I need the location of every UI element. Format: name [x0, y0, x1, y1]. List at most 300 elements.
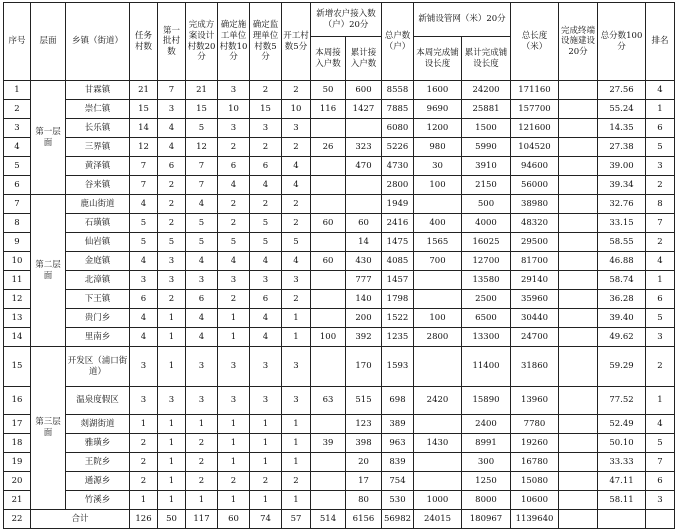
cell-cum-p: 5990 [462, 138, 511, 157]
row-seq: 12 [4, 290, 31, 309]
cell-task: 4 [130, 309, 158, 328]
cell-week-h: 60 [311, 252, 346, 271]
cell-week-p [414, 453, 462, 472]
cell-rank: 1 [646, 100, 675, 119]
row-seq: 15 [4, 347, 31, 387]
cell-first: 1 [158, 347, 186, 387]
cell-length: 48320 [511, 214, 559, 233]
cell-total-h: 963 [382, 434, 414, 453]
table-row [4, 252, 675, 271]
cell-plan: 3 [186, 347, 218, 387]
cell-total-h: 5226 [382, 138, 414, 157]
cell-start: 1 [282, 328, 311, 347]
cell-score: 58.74 [598, 271, 646, 290]
row-seq: 11 [4, 271, 31, 290]
cell-cum-h: 515 [346, 387, 382, 415]
row-seq: 4 [4, 138, 31, 157]
cell-cum-h: 430 [346, 252, 382, 271]
cell-supervise: 5 [250, 214, 282, 233]
cell-length: 29140 [511, 271, 559, 290]
cell-rank: 6 [646, 472, 675, 491]
cell-week-h: 100 [311, 328, 346, 347]
table-row [4, 434, 675, 453]
cell-first: 1 [158, 491, 186, 510]
cell-plan: 5 [186, 119, 218, 138]
cell-total-h: 8558 [382, 81, 414, 100]
cell-terminal [559, 233, 598, 252]
cell-length: 81700 [511, 252, 559, 271]
row-town: 下王镇 [66, 290, 130, 309]
cell-score: 58.11 [598, 491, 646, 510]
total-label: 合计 [31, 510, 130, 529]
cell-week-h [311, 233, 346, 252]
cell-terminal [559, 415, 598, 434]
cell-total-h: 1475 [382, 233, 414, 252]
row-seq: 8 [4, 214, 31, 233]
cell-rank: 2 [646, 176, 675, 195]
cell-supervise: 1 [250, 453, 282, 472]
cell-cum-h: 1427 [346, 100, 382, 119]
table-row [4, 472, 675, 491]
cell-terminal [559, 271, 598, 290]
cell-start: 1 [282, 434, 311, 453]
cell-week-h [311, 309, 346, 328]
row-seq: 20 [4, 472, 31, 491]
cell-task: 21 [130, 81, 158, 100]
total-week-p: 24015 [414, 510, 462, 529]
cell-construct: 2 [218, 472, 250, 491]
header-week-pipe: 本周完成铺设长度 [414, 37, 462, 81]
cell-terminal [559, 453, 598, 472]
row-town: 里南乡 [66, 328, 130, 347]
cell-first: 3 [158, 252, 186, 271]
cell-week-p [414, 195, 462, 214]
cell-cum-p: 1500 [462, 119, 511, 138]
cell-supervise: 3 [250, 347, 282, 387]
cell-cum-p: 15890 [462, 387, 511, 415]
table-row [4, 453, 675, 472]
cell-terminal [559, 100, 598, 119]
total-total-h: 56982 [382, 510, 414, 529]
cell-construct: 3 [218, 119, 250, 138]
cell-plan: 6 [186, 290, 218, 309]
cell-score: 27.38 [598, 138, 646, 157]
row-seq: 3 [4, 119, 31, 138]
cell-score: 47.11 [598, 472, 646, 491]
cell-start: 1 [282, 309, 311, 328]
cell-construct: 2 [218, 214, 250, 233]
cell-task: 3 [130, 271, 158, 290]
row-town: 王院乡 [66, 453, 130, 472]
header-seq: 序号 [4, 3, 31, 81]
cell-week-h: 50 [311, 81, 346, 100]
cell-terminal [559, 119, 598, 138]
row-town: 仙岩镇 [66, 233, 130, 252]
cell-week-p: 700 [414, 252, 462, 271]
cell-rank: 5 [646, 138, 675, 157]
cell-score: 58.55 [598, 233, 646, 252]
cell-cum-p: 24200 [462, 81, 511, 100]
cell-supervise: 15 [250, 100, 282, 119]
cell-start: 1 [282, 453, 311, 472]
cell-week-h [311, 415, 346, 434]
row-seq: 19 [4, 453, 31, 472]
cell-cum-h: 123 [346, 415, 382, 434]
cell-week-p [414, 415, 462, 434]
row-seq: 2 [4, 100, 31, 119]
cell-length: 24700 [511, 328, 559, 347]
cell-rank: 1 [646, 387, 675, 415]
cell-score: 77.52 [598, 387, 646, 415]
table-row [4, 328, 675, 347]
cell-start: 2 [282, 290, 311, 309]
row-seq: 13 [4, 309, 31, 328]
cell-score: 14.35 [598, 119, 646, 138]
row-seq: 1 [4, 81, 31, 100]
table-row [4, 100, 675, 119]
cell-first: 6 [158, 157, 186, 176]
cell-task: 1 [130, 491, 158, 510]
cell-cum-h: 80 [346, 491, 382, 510]
cell-supervise: 4 [250, 328, 282, 347]
cell-rank: 4 [646, 415, 675, 434]
cell-week-h [311, 176, 346, 195]
header-supervision-unit: 确定监理单位村数5分 [250, 3, 282, 81]
cell-supervise: 6 [250, 157, 282, 176]
cell-cum-h: 140 [346, 290, 382, 309]
cell-total-h: 7885 [382, 100, 414, 119]
cell-cum-h: 398 [346, 434, 382, 453]
cell-total-h: 4730 [382, 157, 414, 176]
table-row [4, 309, 675, 328]
cell-terminal [559, 81, 598, 100]
cell-terminal [559, 472, 598, 491]
cell-week-p: 100 [414, 309, 462, 328]
row-town: 黄泽镇 [66, 157, 130, 176]
cell-task: 4 [130, 328, 158, 347]
cell-week-h [311, 290, 346, 309]
cell-rank: 8 [646, 195, 675, 214]
cell-terminal [559, 214, 598, 233]
cell-rank: 3 [646, 157, 675, 176]
cell-terminal [559, 138, 598, 157]
row-town: 三界镇 [66, 138, 130, 157]
total-score [598, 510, 646, 529]
row-town: 贵门乡 [66, 309, 130, 328]
cell-first: 1 [158, 434, 186, 453]
total-row [4, 510, 675, 529]
cell-supervise: 2 [250, 472, 282, 491]
cell-terminal [559, 157, 598, 176]
cell-cum-p: 2400 [462, 415, 511, 434]
cell-cum-p: 8991 [462, 434, 511, 453]
cell-first: 2 [158, 290, 186, 309]
cell-supervise: 4 [250, 252, 282, 271]
cell-start: 2 [282, 81, 311, 100]
cell-week-h [311, 472, 346, 491]
cell-total-h: 6080 [382, 119, 414, 138]
row-town: 北漳镇 [66, 271, 130, 290]
cell-task: 5 [130, 233, 158, 252]
total-plan: 117 [186, 510, 218, 529]
table-row [4, 290, 675, 309]
header-construction-unit: 确定施工单位村数10分 [218, 3, 250, 81]
cell-week-h [311, 271, 346, 290]
cell-plan: 4 [186, 195, 218, 214]
cell-score: 39.00 [598, 157, 646, 176]
row-seq: 10 [4, 252, 31, 271]
cell-terminal [559, 195, 598, 214]
cell-task: 7 [130, 176, 158, 195]
cell-cum-p: 500 [462, 195, 511, 214]
cell-total-h: 2416 [382, 214, 414, 233]
total-length: 1139640 [511, 510, 559, 529]
cell-task: 15 [130, 100, 158, 119]
cell-construct: 1 [218, 491, 250, 510]
cell-first: 3 [158, 271, 186, 290]
cell-week-p: 9690 [414, 100, 462, 119]
cell-plan: 21 [186, 81, 218, 100]
cell-first: 1 [158, 415, 186, 434]
cell-construct: 4 [218, 176, 250, 195]
cell-cum-h [346, 119, 382, 138]
header-plan-design: 完成方案设计村数20分 [186, 3, 218, 81]
cell-first: 2 [158, 176, 186, 195]
header-terminal: 完成终端设施建设20分 [559, 3, 598, 81]
cell-week-p: 30 [414, 157, 462, 176]
row-town: 谷来镇 [66, 176, 130, 195]
header-total-households: 总户数（户） [382, 3, 414, 81]
cell-start: 1 [282, 491, 311, 510]
total-terminal [559, 510, 598, 529]
row-seq: 7 [4, 195, 31, 214]
cell-plan: 12 [186, 138, 218, 157]
row-town: 崇仁镇 [66, 100, 130, 119]
row-seq: 18 [4, 434, 31, 453]
cell-start: 1 [282, 415, 311, 434]
row-town: 开发区（浦口街道） [66, 347, 130, 387]
cell-score: 55.24 [598, 100, 646, 119]
total-rank [646, 510, 675, 529]
cell-plan: 7 [186, 157, 218, 176]
cell-total-h: 1798 [382, 290, 414, 309]
row-town: 温泉度假区 [66, 387, 130, 415]
table-row [4, 233, 675, 252]
cell-cum-p: 13580 [462, 271, 511, 290]
row-town: 金庭镇 [66, 252, 130, 271]
layer-cell: 第二层面 [31, 195, 66, 347]
cell-plan: 4 [186, 309, 218, 328]
cell-week-p [414, 271, 462, 290]
cell-week-h [311, 453, 346, 472]
cell-week-p: 1600 [414, 81, 462, 100]
cell-score: 39.34 [598, 176, 646, 195]
cell-week-p: 1430 [414, 434, 462, 453]
cell-start: 4 [282, 252, 311, 271]
cell-score: 32.76 [598, 195, 646, 214]
cell-rank: 3 [646, 328, 675, 347]
total-construct: 60 [218, 510, 250, 529]
cell-first: 2 [158, 214, 186, 233]
cell-length: 157700 [511, 100, 559, 119]
cell-plan: 2 [186, 434, 218, 453]
cell-rank: 7 [646, 453, 675, 472]
cell-week-h: 63 [311, 387, 346, 415]
cell-cum-p: 4000 [462, 214, 511, 233]
cell-week-h [311, 195, 346, 214]
cell-cum-h [346, 195, 382, 214]
cell-supervise: 1 [250, 434, 282, 453]
cell-first: 1 [158, 453, 186, 472]
cell-task: 3 [130, 387, 158, 415]
cell-score: 49.62 [598, 328, 646, 347]
cell-cum-p: 25881 [462, 100, 511, 119]
row-town: 长乐镇 [66, 119, 130, 138]
cell-week-p: 1200 [414, 119, 462, 138]
cell-cum-p: 2500 [462, 290, 511, 309]
cell-task: 6 [130, 290, 158, 309]
cell-task: 12 [130, 138, 158, 157]
cell-start: 2 [282, 214, 311, 233]
cell-supervise: 5 [250, 233, 282, 252]
cell-cum-p: 3910 [462, 157, 511, 176]
header-first-batch: 第一批村数 [158, 3, 186, 81]
cell-cum-p: 300 [462, 453, 511, 472]
row-town: 甘霖镇 [66, 81, 130, 100]
cell-cum-p: 8000 [462, 491, 511, 510]
cell-supervise: 4 [250, 176, 282, 195]
cell-cum-p: 6500 [462, 309, 511, 328]
table-row [4, 119, 675, 138]
cell-length: 38980 [511, 195, 559, 214]
cell-week-h: 116 [311, 100, 346, 119]
header-pipe-group: 新铺设管网（米）20分 [414, 3, 511, 37]
row-seq: 17 [4, 415, 31, 434]
cell-total-h: 2800 [382, 176, 414, 195]
cell-construct: 1 [218, 328, 250, 347]
cell-week-p: 980 [414, 138, 462, 157]
cell-score: 50.10 [598, 434, 646, 453]
cell-construct: 6 [218, 157, 250, 176]
cell-length: 13960 [511, 387, 559, 415]
cell-construct: 3 [218, 387, 250, 415]
cell-task: 4 [130, 252, 158, 271]
cell-first: 5 [158, 233, 186, 252]
cell-start: 10 [282, 100, 311, 119]
cell-week-p [414, 290, 462, 309]
cell-plan: 7 [186, 176, 218, 195]
cell-total-h: 754 [382, 472, 414, 491]
total-seq: 22 [4, 510, 31, 529]
header-cum-households: 累计接入户数 [346, 37, 382, 81]
cell-score: 36.28 [598, 290, 646, 309]
row-town: 剡湖街道 [66, 415, 130, 434]
header-week-households: 本周接入户数 [311, 37, 346, 81]
cell-length: 19260 [511, 434, 559, 453]
table-row [4, 138, 675, 157]
cell-construct: 1 [218, 415, 250, 434]
cell-supervise: 4 [250, 309, 282, 328]
cell-construct: 10 [218, 100, 250, 119]
cell-cum-h: 20 [346, 453, 382, 472]
cell-length: 35960 [511, 290, 559, 309]
cell-cum-h [346, 176, 382, 195]
row-town: 竹溪乡 [66, 491, 130, 510]
cell-length: 171160 [511, 81, 559, 100]
cell-rank: 3 [646, 491, 675, 510]
header-rank: 排名 [646, 3, 675, 81]
cell-cum-p: 16025 [462, 233, 511, 252]
cell-first: 2 [158, 195, 186, 214]
row-town: 通源乡 [66, 472, 130, 491]
cell-total-h: 389 [382, 415, 414, 434]
progress-table [3, 2, 675, 529]
cell-construct: 3 [218, 271, 250, 290]
cell-plan: 15 [186, 100, 218, 119]
table-row [4, 491, 675, 510]
cell-score: 27.56 [598, 81, 646, 100]
cell-task: 7 [130, 157, 158, 176]
cell-week-h: 60 [311, 214, 346, 233]
cell-total-h: 698 [382, 387, 414, 415]
cell-length: 56000 [511, 176, 559, 195]
cell-construct: 2 [218, 195, 250, 214]
cell-score: 33.33 [598, 453, 646, 472]
cell-rank: 7 [646, 214, 675, 233]
cell-plan: 4 [186, 252, 218, 271]
cell-start: 2 [282, 138, 311, 157]
table-body [4, 81, 675, 529]
cell-supervise: 2 [250, 138, 282, 157]
header-town: 乡镇（街道） [66, 3, 130, 81]
row-seq: 9 [4, 233, 31, 252]
cell-start: 2 [282, 195, 311, 214]
cell-rank: 2 [646, 347, 675, 387]
cell-first: 4 [158, 138, 186, 157]
cell-first: 7 [158, 81, 186, 100]
table-row [4, 176, 675, 195]
cell-supervise: 2 [250, 195, 282, 214]
header-task-villages: 任务村数 [130, 3, 158, 81]
cell-start: 5 [282, 233, 311, 252]
cell-plan: 2 [186, 453, 218, 472]
cell-length: 16780 [511, 453, 559, 472]
cell-construct: 1 [218, 434, 250, 453]
cell-supervise: 1 [250, 415, 282, 434]
cell-construct: 3 [218, 81, 250, 100]
cell-length: 15080 [511, 472, 559, 491]
cell-construct: 1 [218, 309, 250, 328]
cell-week-p [414, 347, 462, 387]
layer-cell: 第一层面 [31, 81, 66, 195]
cell-first: 4 [158, 119, 186, 138]
header-total-score: 总分数100分 [598, 3, 646, 81]
header-layer: 层面 [31, 3, 66, 81]
cell-week-h: 26 [311, 138, 346, 157]
cell-total-h: 1593 [382, 347, 414, 387]
cell-plan: 4 [186, 328, 218, 347]
cell-week-p [414, 472, 462, 491]
cell-cum-p: 13300 [462, 328, 511, 347]
cell-rank: 6 [646, 290, 675, 309]
cell-plan: 5 [186, 214, 218, 233]
cell-terminal [559, 290, 598, 309]
cell-task: 1 [130, 415, 158, 434]
cell-construct: 3 [218, 347, 250, 387]
cell-cum-h: 200 [346, 309, 382, 328]
cell-construct: 5 [218, 233, 250, 252]
cell-total-h: 1457 [382, 271, 414, 290]
